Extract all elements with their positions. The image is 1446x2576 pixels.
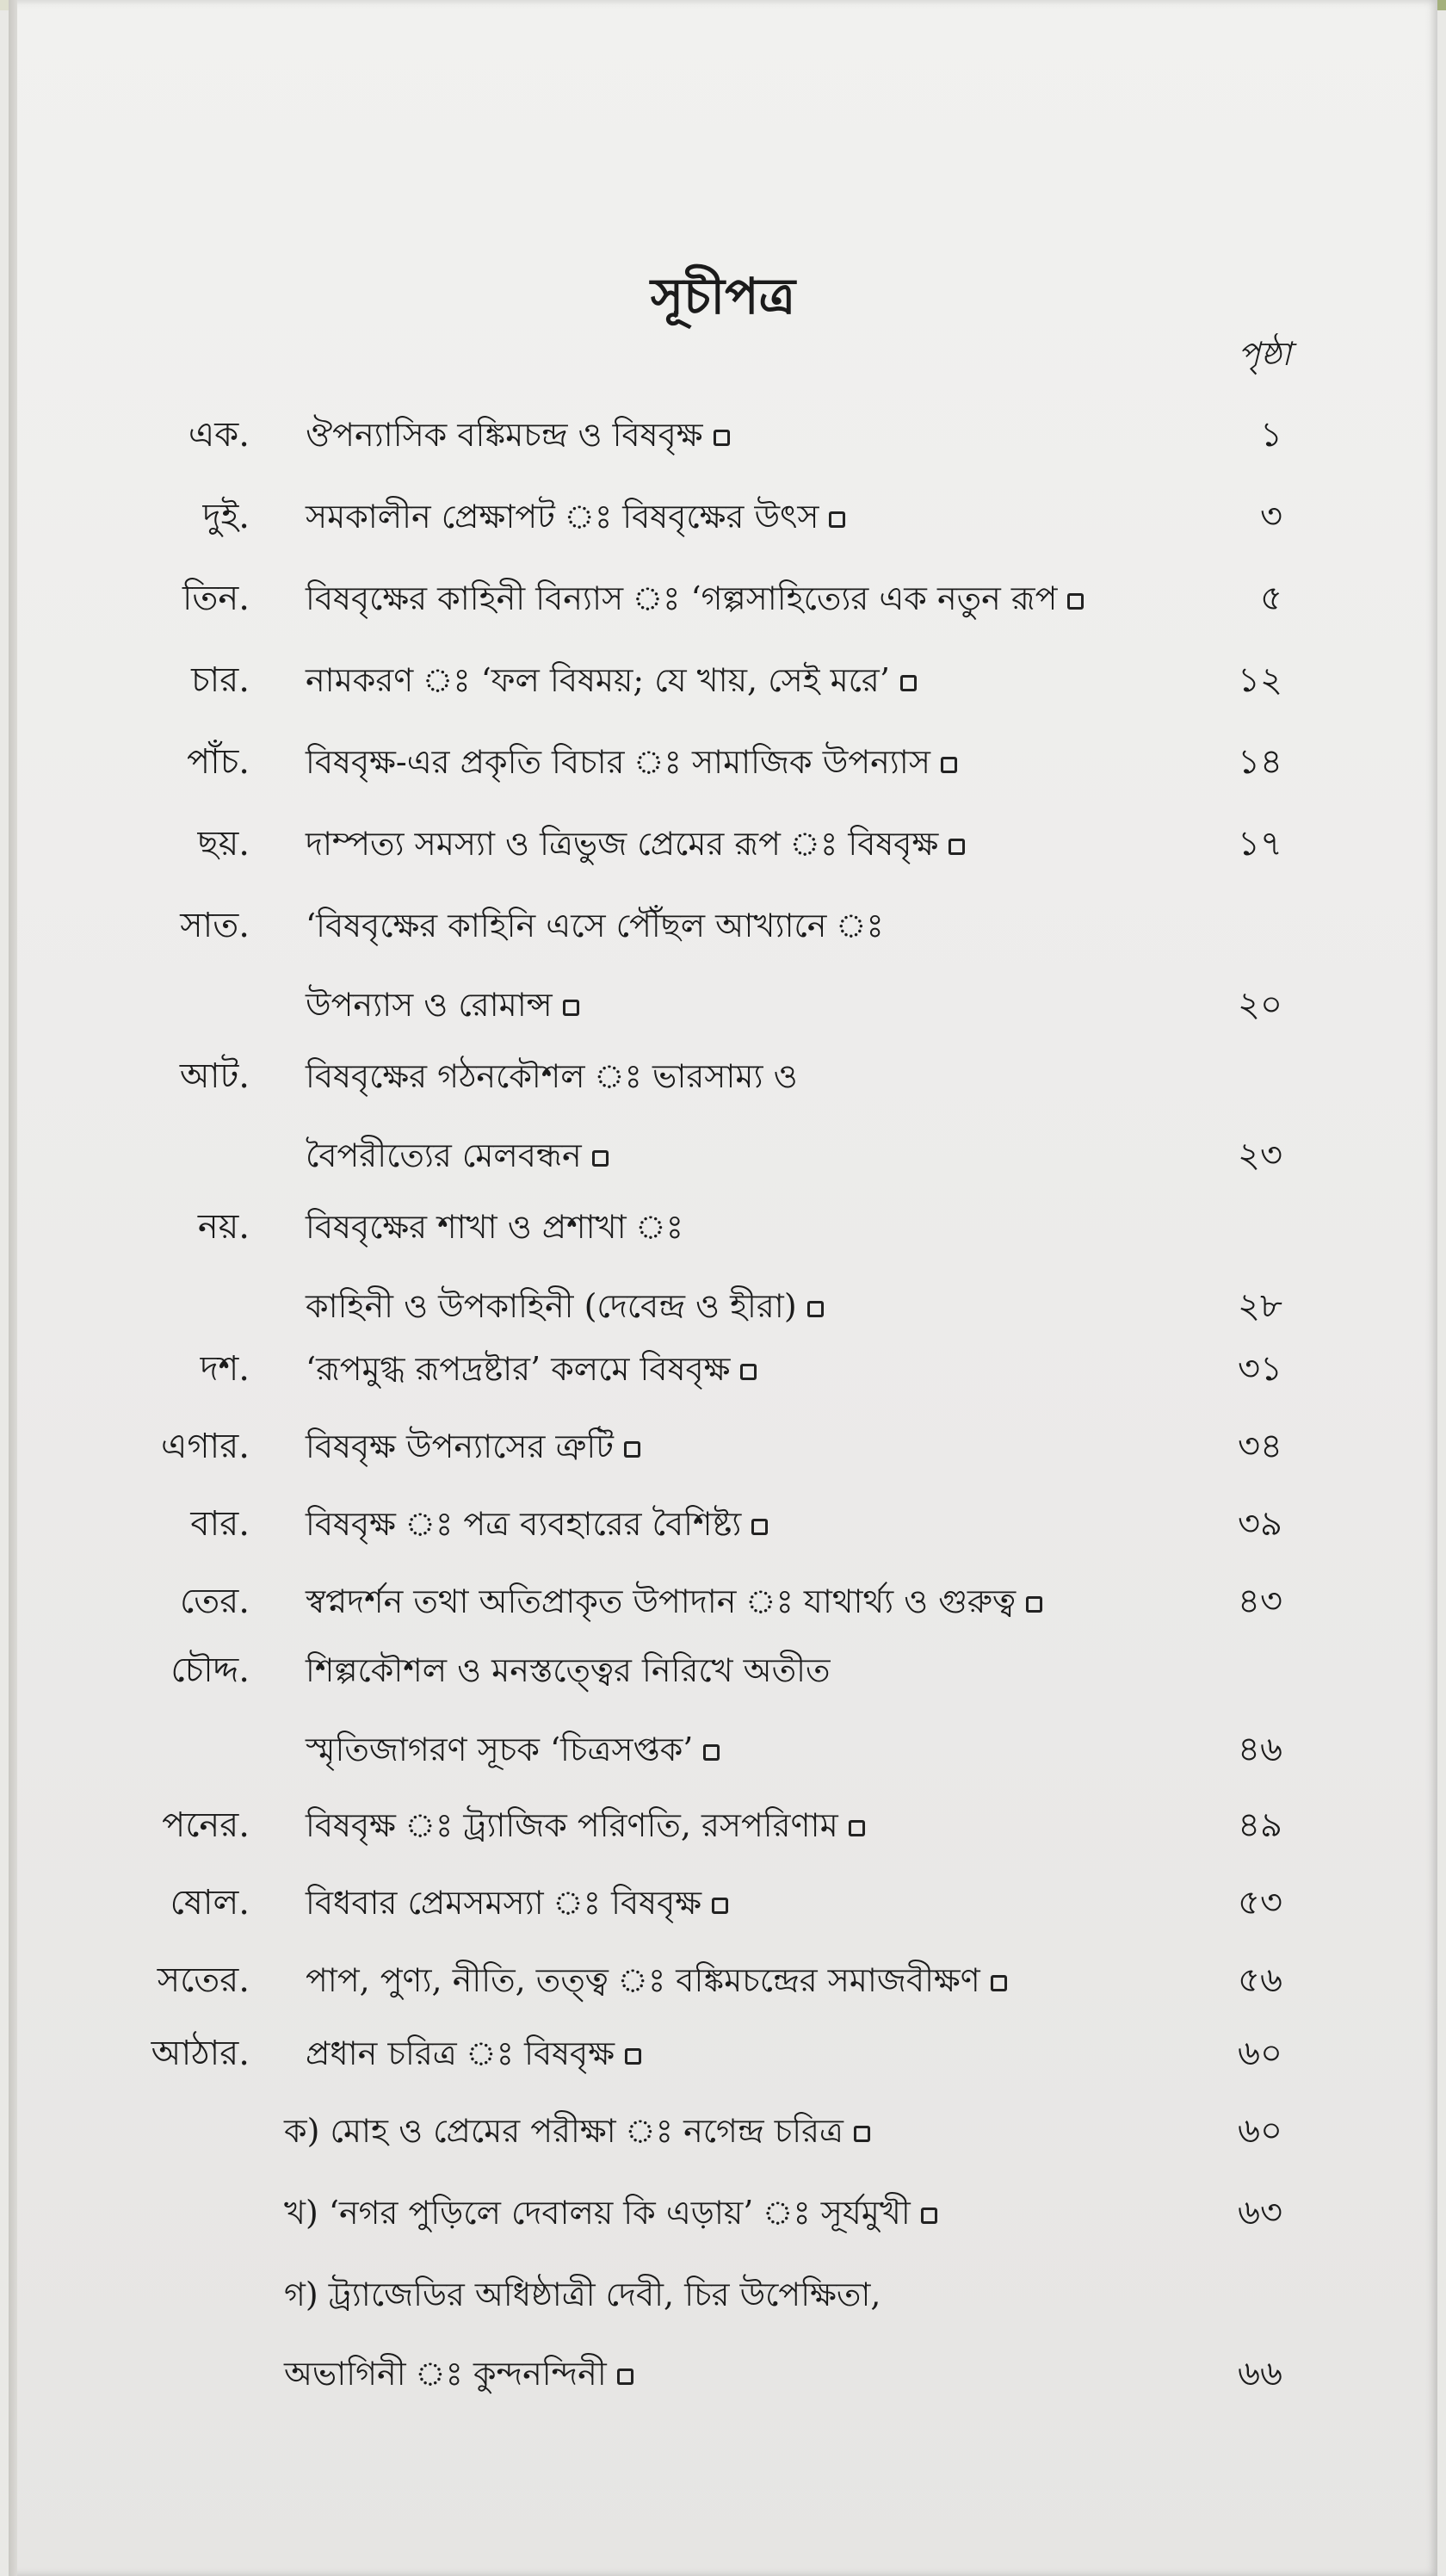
chapter-title (306, 1425, 1192, 1504)
chapter-title-text: প্রধান চরিত্র ঃ বিষবৃক্ষ (306, 2034, 615, 2072)
square-bullet-icon (740, 1364, 757, 1380)
page-number: ৬৬ (1237, 2354, 1282, 2393)
toc-entry (0, 1881, 1446, 1959)
chapter-title-text: বিষবৃক্ষের শাখা ও প্রশাখা ঃ (306, 1208, 683, 1246)
toc-entry (0, 2032, 1446, 2109)
chapter-title (306, 413, 1192, 492)
chapter-number: তিন. (182, 579, 250, 618)
chapter-title-text: বিষবৃক্ষ ঃ পত্র ব্যবহারের বৈশিষ্ট্য (306, 1505, 742, 1543)
chapter-title (306, 740, 1192, 820)
chapter-title-line (306, 413, 1192, 492)
page-number: ২৩ (1237, 1136, 1282, 1175)
chapter-title-line (284, 2273, 1171, 2352)
chapter-title-text: পাপ, পুণ্য, নীতি, তত্ত্ব ঃ বঙ্কিমচন্দ্রের সমাজবীক্ষণ (306, 1961, 980, 1999)
chapter-title-line (306, 1425, 1192, 1504)
square-bullet-icon (1026, 1596, 1042, 1613)
square-bullet-icon (829, 511, 845, 528)
chapter-title-text: খ) ‘নগর পুড়িলে দেবালয় কি এড়ায়’ ঃ সূর্যমুখী (284, 2194, 911, 2232)
chapter-title (306, 577, 1192, 656)
chapter-title (306, 822, 1192, 901)
chapter-title-line (306, 1205, 1192, 1285)
toc-entry (0, 1347, 1446, 1425)
chapter-number: তের. (180, 1582, 250, 1621)
chapter-title (306, 1347, 1192, 1427)
chapter-number: চার. (191, 660, 250, 700)
chapter-title-text: কাহিনী ও উপকাহিনী (দেবেন্দ্র ও হীরা) (306, 1287, 797, 1325)
toc-entry (0, 740, 1446, 818)
page-number: ৪৩ (1238, 1582, 1282, 1621)
chapter-title-text: স্মৃতিজাগরণ সূচক ‘চিত্রসপ্তক’ (306, 1731, 694, 1768)
chapter-title-line (306, 495, 1192, 574)
toc-entry (0, 413, 1446, 491)
chapter-title-text: বিষবৃক্ষ-এর প্রকৃতি বিচার ঃ সামাজিক উপন্যাস (306, 743, 930, 781)
page-number: ৪৯ (1238, 1805, 1282, 1845)
toc-entry (0, 904, 1446, 1025)
page-number: ৬০ (1237, 2111, 1282, 2151)
toc-entry (0, 1205, 1446, 1326)
chapter-title-line (284, 2352, 1171, 2431)
chapter-title-line (306, 1959, 1192, 2038)
square-bullet-icon (921, 2208, 937, 2224)
chapter-title-line (306, 983, 1192, 1062)
page-number: ৬৩ (1237, 2193, 1282, 2232)
page-number: ১৪ (1238, 742, 1282, 782)
chapter-title (284, 2109, 1171, 2189)
square-bullet-icon (854, 2126, 870, 2142)
toc-entry (0, 1649, 1446, 1769)
chapter-title-text: বৈপরীত্যের মেলবন্ধন (306, 1136, 582, 1174)
chapter-title-text: ‘বিষবৃক্ষের কাহিনি এসে পৌঁছল আখ্যানে ঃ (306, 907, 884, 944)
chapter-title (306, 904, 1192, 1062)
toc-entry (0, 2273, 1446, 2393)
square-bullet-icon (900, 675, 917, 691)
chapter-number: পাঁচ. (186, 742, 250, 782)
chapter-number: নয়. (197, 1207, 250, 1247)
chapter-title (284, 2191, 1171, 2270)
toc-entry (0, 577, 1446, 654)
chapter-title-text: শিল্পকৌশল ও মনস্তত্ত্বের নিরিখে অতীত (306, 1651, 831, 1689)
page-number: ৪৬ (1238, 1730, 1282, 1769)
page-number: ১ (1260, 415, 1282, 455)
page-number: ৩ (1259, 497, 1282, 536)
chapter-title (306, 2032, 1192, 2111)
square-bullet-icon (703, 1744, 720, 1761)
chapter-title-line (306, 1728, 1192, 1807)
chapter-title (306, 495, 1192, 574)
chapter-title (306, 1580, 1192, 1659)
chapter-title-text: বিষবৃক্ষ ঃ ট্র্যাজিক পরিণতি, রসপরিণাম (306, 1806, 838, 1844)
chapter-title (306, 1881, 1192, 1960)
chapter-title (306, 1959, 1192, 2038)
square-bullet-icon (563, 1000, 579, 1016)
chapter-number: ছয়. (197, 824, 250, 864)
chapter-number: দুই. (202, 497, 250, 536)
page-title: সূচীপত্র (650, 267, 796, 325)
square-bullet-icon (941, 757, 957, 773)
toc-entry (0, 495, 1446, 573)
page-number: ২০ (1237, 985, 1282, 1025)
square-bullet-icon (1067, 593, 1084, 610)
chapter-title (306, 1502, 1192, 1582)
toc-entry (0, 1425, 1446, 1502)
toc-entry (0, 1055, 1446, 1175)
chapter-title-text: ক) মোহ ও প্রেমের পরীক্ষা ঃ নগেন্দ্র চরিত্র (284, 2112, 844, 2150)
page-binding-edge (9, 0, 17, 2576)
chapter-title-text: বিষবৃক্ষের কাহিনী বিন্যাস ঃ ‘গল্পসাহিত্যের এক নতুন রূপ (306, 579, 1058, 617)
page-number: ৫ (1260, 579, 1282, 618)
chapter-title (284, 2273, 1171, 2431)
square-bullet-icon (625, 2048, 641, 2065)
chapter-number: সাত. (180, 906, 250, 945)
toc-entry (0, 1804, 1446, 1881)
chapter-title-line (306, 577, 1192, 656)
square-bullet-icon (624, 1441, 640, 1458)
chapter-title (306, 1649, 1192, 1807)
toc-entry (0, 2109, 1446, 2187)
chapter-title-line (306, 1804, 1192, 1883)
page-number: ৫৩ (1238, 1883, 1282, 1923)
square-bullet-icon (849, 1820, 865, 1836)
chapter-number: এগার. (161, 1427, 250, 1466)
chapter-title-line (306, 1055, 1192, 1134)
chapter-title-line (306, 1649, 1192, 1728)
chapter-number: পনের. (162, 1805, 250, 1845)
square-bullet-icon (807, 1301, 824, 1317)
chapter-number: সতের. (157, 1960, 250, 2000)
page-number: ৬০ (1237, 2034, 1282, 2073)
chapter-title-line (306, 1881, 1192, 1960)
page-number: ১৭ (1238, 824, 1282, 864)
chapter-title-line (306, 1134, 1192, 1213)
chapter-title-text: সমকালীন প্রেক্ষাপট ঃ বিষবৃক্ষের উৎস (306, 498, 819, 536)
page-column-header: পৃষ্ঠা (1238, 335, 1291, 373)
chapter-title-text: গ) ট্র্যাজেডির অধিষ্ঠাত্রী দেবী, চির উপেক্ষিতা, (284, 2276, 881, 2313)
chapter-title (306, 1055, 1192, 1213)
page-number: ৩১ (1238, 1349, 1282, 1389)
chapter-title-text: ‘রূপমুগ্ধ রূপদ্রষ্টার’ কলমে বিষবৃক্ষ (306, 1350, 731, 1388)
toc-entry (0, 1959, 1446, 2036)
chapter-number: চৌদ্দ. (170, 1650, 250, 1690)
chapter-title-text: ঔপন্যাসিক বঙ্কিমচন্দ্র ও বিষবৃক্ষ (306, 416, 703, 454)
chapter-title-text: বিধবার প্রেমসমস্যা ঃ বিষবৃক্ষ (306, 1884, 702, 1922)
page-number: ২৮ (1238, 1286, 1282, 1326)
square-bullet-icon (714, 430, 730, 446)
square-bullet-icon (592, 1150, 609, 1167)
chapter-number: বার. (190, 1504, 250, 1544)
toc-entry (0, 1580, 1446, 1657)
chapter-title-line (306, 659, 1192, 738)
chapter-title-line (306, 822, 1192, 901)
chapter-title-line (306, 1502, 1192, 1582)
square-bullet-icon (949, 839, 965, 855)
chapter-number: দশ. (200, 1349, 250, 1389)
chapter-number: এক. (188, 415, 250, 455)
chapter-title-line (284, 2109, 1171, 2189)
chapter-title-text: দাম্পত্য সমস্যা ও ত্রিভুজ প্রেমের রূপ ঃ বিষবৃক্ষ (306, 825, 939, 863)
chapter-title-text: বিষবৃক্ষ উপন্যাসের ত্রুটি (306, 1427, 614, 1465)
square-bullet-icon (751, 1519, 768, 1535)
chapter-title-text: স্বপ্নদর্শন তথা অতিপ্রাকৃত উপাদান ঃ যাথার্থ্য ও গুরুত্ব (306, 1582, 1017, 1620)
chapter-title-line (306, 740, 1192, 820)
chapter-title-line (306, 2032, 1192, 2111)
chapter-number: ষোল. (170, 1883, 250, 1923)
page-number: ৫৬ (1238, 1960, 1282, 2000)
page-number: ৩৪ (1238, 1427, 1282, 1466)
chapter-number: আট. (179, 1056, 250, 1096)
chapter-title (306, 1205, 1192, 1364)
square-bullet-icon (617, 2369, 633, 2385)
chapter-title-line (306, 904, 1192, 983)
square-bullet-icon (712, 1898, 728, 1914)
chapter-title-text: নামকরণ ঃ ‘ফল বিষময়; যে খায়, সেই মরে’ (306, 661, 890, 699)
chapter-title (306, 1804, 1192, 1883)
chapter-title-text: অভাগিনী ঃ কুন্দনন্দিনী (284, 2355, 607, 2393)
page-number: ১২ (1238, 660, 1282, 700)
square-bullet-icon (991, 1975, 1007, 1991)
chapter-title-line (284, 2191, 1171, 2270)
page-number: ৩৯ (1238, 1504, 1282, 1544)
toc-entry (0, 822, 1446, 900)
toc-entry (0, 659, 1446, 736)
chapter-number: আঠার. (151, 2034, 250, 2073)
chapter-title (306, 659, 1192, 738)
toc-entry (0, 2191, 1446, 2269)
chapter-title-text: বিষবৃক্ষের গঠনকৌশল ঃ ভারসাম্য ও (306, 1057, 798, 1095)
chapter-title-line (306, 1580, 1192, 1659)
chapter-title-text: উপন্যাস ও রোমান্স (306, 986, 553, 1024)
chapter-title-line (306, 1347, 1192, 1427)
toc-entry (0, 1502, 1446, 1580)
